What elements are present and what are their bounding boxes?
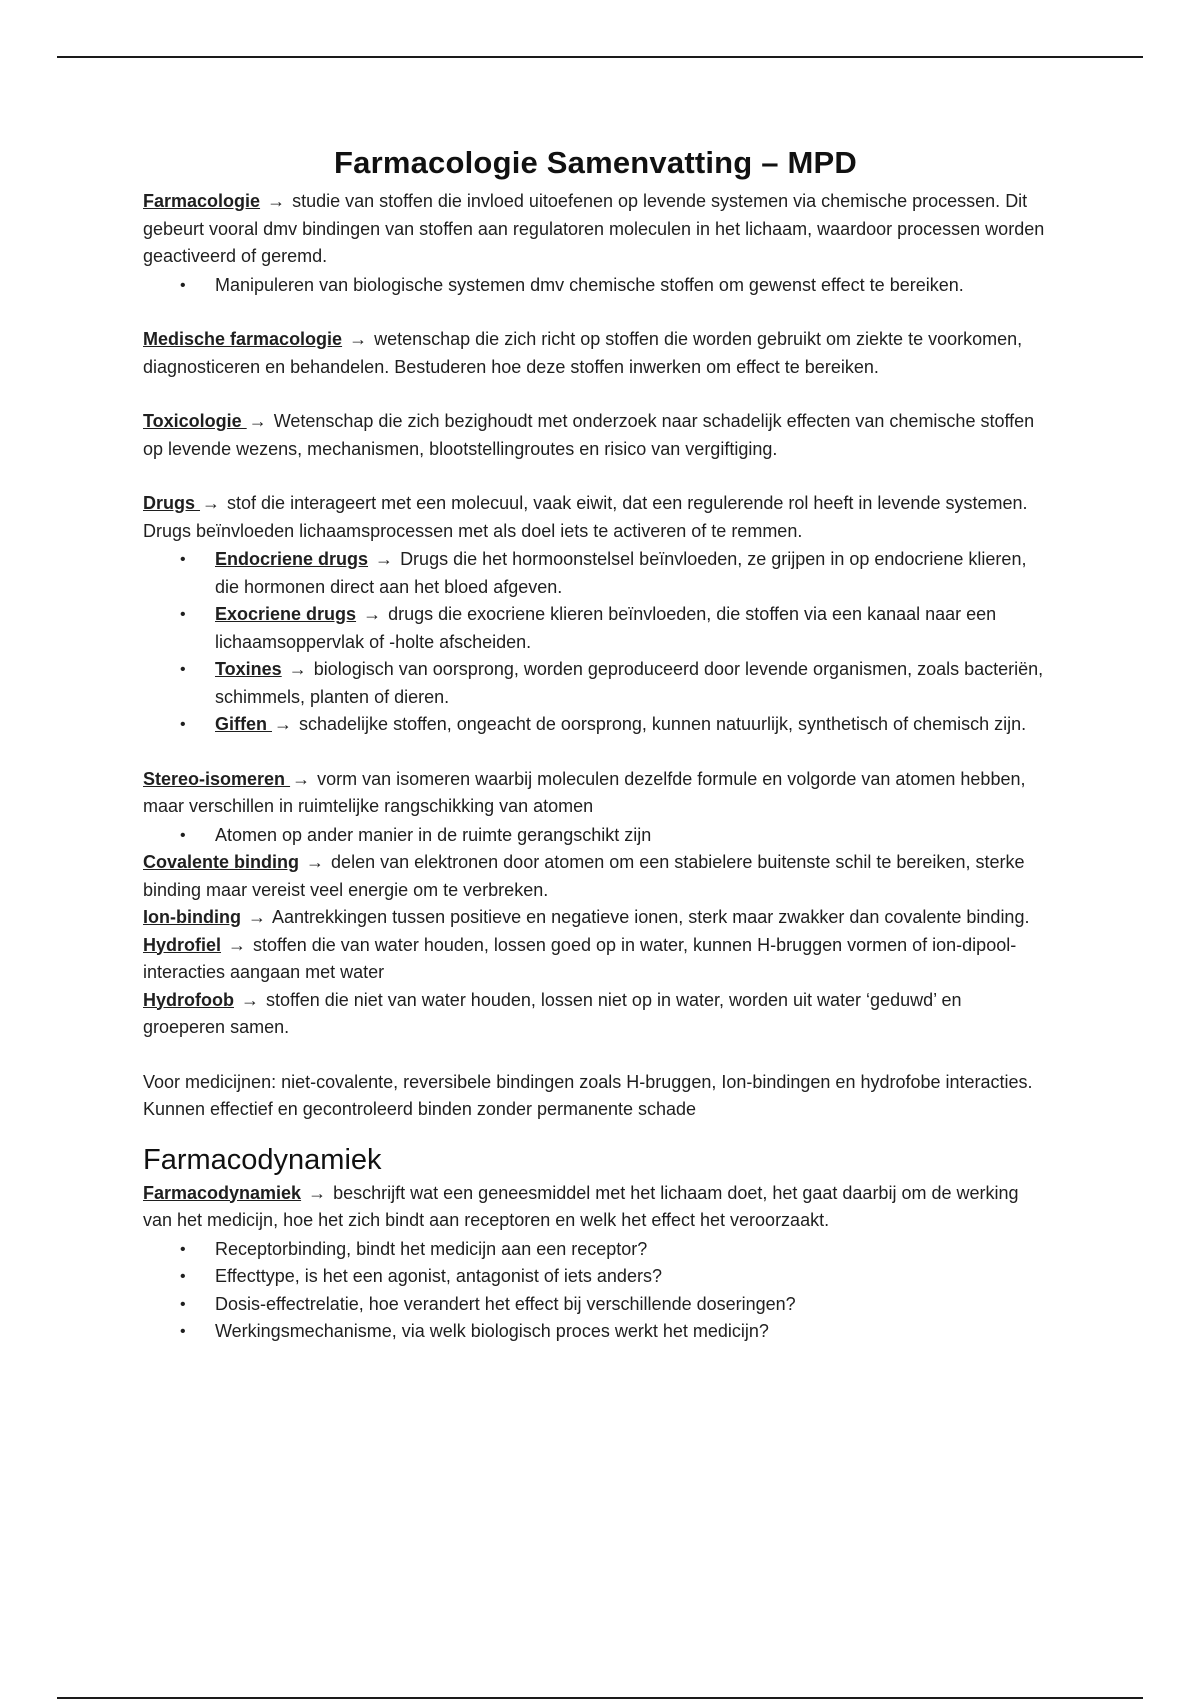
arrow-icon: →: [267, 191, 286, 211]
arrow-icon: →: [288, 659, 307, 679]
definition-text: beschrijft wat een geneesmiddel met het lichaam doet, het gaat daarbij om de werking van het medicijn, hoe het zich bindt aan receptoren en welk het effect het veroorzaakt.: [143, 1182, 1019, 1230]
list-item: [215, 656, 1048, 711]
definition-toxicologie: [143, 408, 1048, 463]
list-item: [215, 546, 1048, 601]
definition-text: Aantrekkingen tussen positieve en negatieve ionen, sterk maar zwakker dan covalente binding.: [272, 907, 1030, 927]
definition-medische-farmacologie: [143, 326, 1048, 381]
arrow-icon: →: [363, 604, 382, 624]
arrow-icon: →: [349, 329, 368, 349]
arrow-icon: →: [241, 989, 259, 1010]
list-item: • Receptorbinding, bindt het medicijn aan een receptor?: [215, 1236, 1048, 1264]
medicijnen-note: Voor medicijnen: niet-covalente, reversibele bindingen zoals H-bruggen, Ion-bindingen en hydrofobe interacties. Kunnen effectief en gecontroleerd binden zonder permanente schade: [143, 1071, 1033, 1119]
arrow-icon: →: [247, 907, 266, 927]
list-item: [215, 601, 1048, 656]
document-title: Farmacologie Samenvatting – MPD: [334, 145, 857, 180]
item-text: biologisch van oorsprong, worden geproduceerd door levende organismen, zoals bacteriën, schimmels, planten of dieren.: [215, 659, 1044, 707]
item-text: schadelijke stoffen, ongeacht de oorsprong, kunnen natuurlijk, synthetisch of chemisch zijn.: [299, 714, 1027, 734]
term-farmacologie: Farmacologie: [143, 191, 261, 211]
list-item: • Effecttype, is het een agonist, antagonist of iets anders?: [215, 1263, 1048, 1291]
arrow-icon: →: [375, 549, 394, 569]
term-exocriene-drugs: Exocriene drugs: [215, 604, 357, 624]
top-rule: [57, 56, 1143, 58]
term-toxines: Toxines: [215, 659, 282, 679]
term-drugs: Drugs: [143, 493, 201, 513]
list-item: • Werkingsmechanisme, via welk biologisch proces werkt het medicijn?: [215, 1318, 1048, 1346]
term-giffen: Giffen: [215, 714, 272, 734]
term-medische-farmacologie: Medische farmacologie: [143, 329, 343, 349]
document-page: [143, 145, 1048, 1346]
arrow-icon: →: [308, 1182, 327, 1203]
term-toxicologie: Toxicologie: [143, 411, 247, 431]
section-heading-farmacodynamiek: Farmacodynamiek: [143, 1143, 382, 1176]
term-endocriene-drugs: Endocriene drugs: [215, 549, 369, 569]
term-stereo-isomeren: Stereo-isomeren: [143, 768, 291, 789]
list-item: • Atomen op ander manier in de ruimte gerangschikt zijn: [215, 822, 1048, 850]
definition-text: Wetenschap die zich bezighoudt met onderzoek naar schadelijk effecten van chemische stoffen op levende wezens, mechanismen, blootstellingroutes en risico van vergiftiging.: [143, 411, 1035, 459]
definition-drugs: [143, 490, 1048, 545]
arrow-icon: →: [292, 768, 311, 789]
definition-hydrofoob: [143, 987, 1048, 1042]
term-hydrofoob: Hydrofoob: [143, 989, 234, 1010]
definition-text: studie van stoffen die invloed uitoefenen op levende systemen via chemische processen. Dit gebeurt vooral dmv bindingen van stoffen aan regulatoren moleculen in het lichaam, waardoor processen worden geactiveerd of geremd.: [143, 191, 1045, 266]
arrow-icon: →: [274, 714, 292, 734]
term-ion-binding: Ion-binding: [143, 907, 241, 927]
definition-hydrofiel: [143, 932, 1048, 987]
definition-farmacodynamiek: [143, 1180, 1048, 1235]
list-item: • Manipuleren van biologische systemen dmv chemische stoffen om gewenst effect te bereiken.: [215, 272, 1048, 300]
bullet-list: [143, 822, 1048, 850]
term-hydrofiel: Hydrofiel: [143, 934, 222, 955]
definition-farmacologie: [143, 188, 1048, 271]
definition-covalente-binding: [143, 849, 1048, 904]
definition-text: stoffen die van water houden, lossen goed op in water, kunnen H-bruggen vormen of ion-dipool-interacties aangaan met water: [143, 934, 1017, 982]
definition-text: wetenschap die zich richt op stoffen die worden gebruikt om ziekte te voorkomen, diagnosticeren en behandelen. Bestuderen hoe deze stoffen inwerken om effect te bereiken.: [143, 329, 1023, 377]
definition-text: delen van elektronen door atomen om een stabielere buitenste schil te bereiken, sterke binding maar vereist veel energie om te verbreken.: [143, 852, 1025, 900]
list-item: • Dosis-effectrelatie, hoe verandert het effect bij verschillende doseringen?: [215, 1291, 1048, 1319]
item-text: drugs die exocriene klieren beïnvloeden, die stoffen via een kanaal naar een lichaamsoppervlak of -holte afscheiden.: [215, 604, 997, 652]
definition-stereo-isomeren: [143, 766, 1048, 821]
bullet-list: [143, 272, 1048, 300]
arrow-icon: →: [228, 934, 247, 955]
definition-text: vorm van isomeren waarbij moleculen dezelfde formule en volgorde van atomen hebben, maar verschillen in ruimtelijke rangschikking van atomen: [143, 768, 1026, 816]
arrow-icon: →: [248, 411, 267, 431]
item-text: Drugs die het hormoonstelsel beïnvloeden, ze grijpen in op endocriene klieren, die hormonen direct aan het bloed afgeven.: [215, 549, 1027, 597]
definition-text: stoffen die niet van water houden, lossen niet op in water, worden uit water ‘geduwd’ en groeperen samen.: [143, 989, 962, 1037]
term-farmacodynamiek: Farmacodynamiek: [143, 1182, 302, 1203]
drug-types-list: [143, 546, 1048, 739]
bottom-rule: [57, 1697, 1143, 1699]
farmacodynamiek-list: [143, 1236, 1048, 1346]
arrow-icon: →: [306, 852, 325, 872]
term-covalente-binding: Covalente binding: [143, 852, 300, 872]
arrow-icon: →: [202, 493, 221, 513]
definition-text: stof die interageert met een molecuul, vaak eiwit, dat een regulerende rol heeft in levende systemen. Drugs beïnvloeden lichaamsprocessen met als doel iets te activeren of te remmen.: [143, 493, 1028, 541]
list-item: [215, 711, 1048, 739]
definition-ion-binding: [143, 904, 1048, 932]
